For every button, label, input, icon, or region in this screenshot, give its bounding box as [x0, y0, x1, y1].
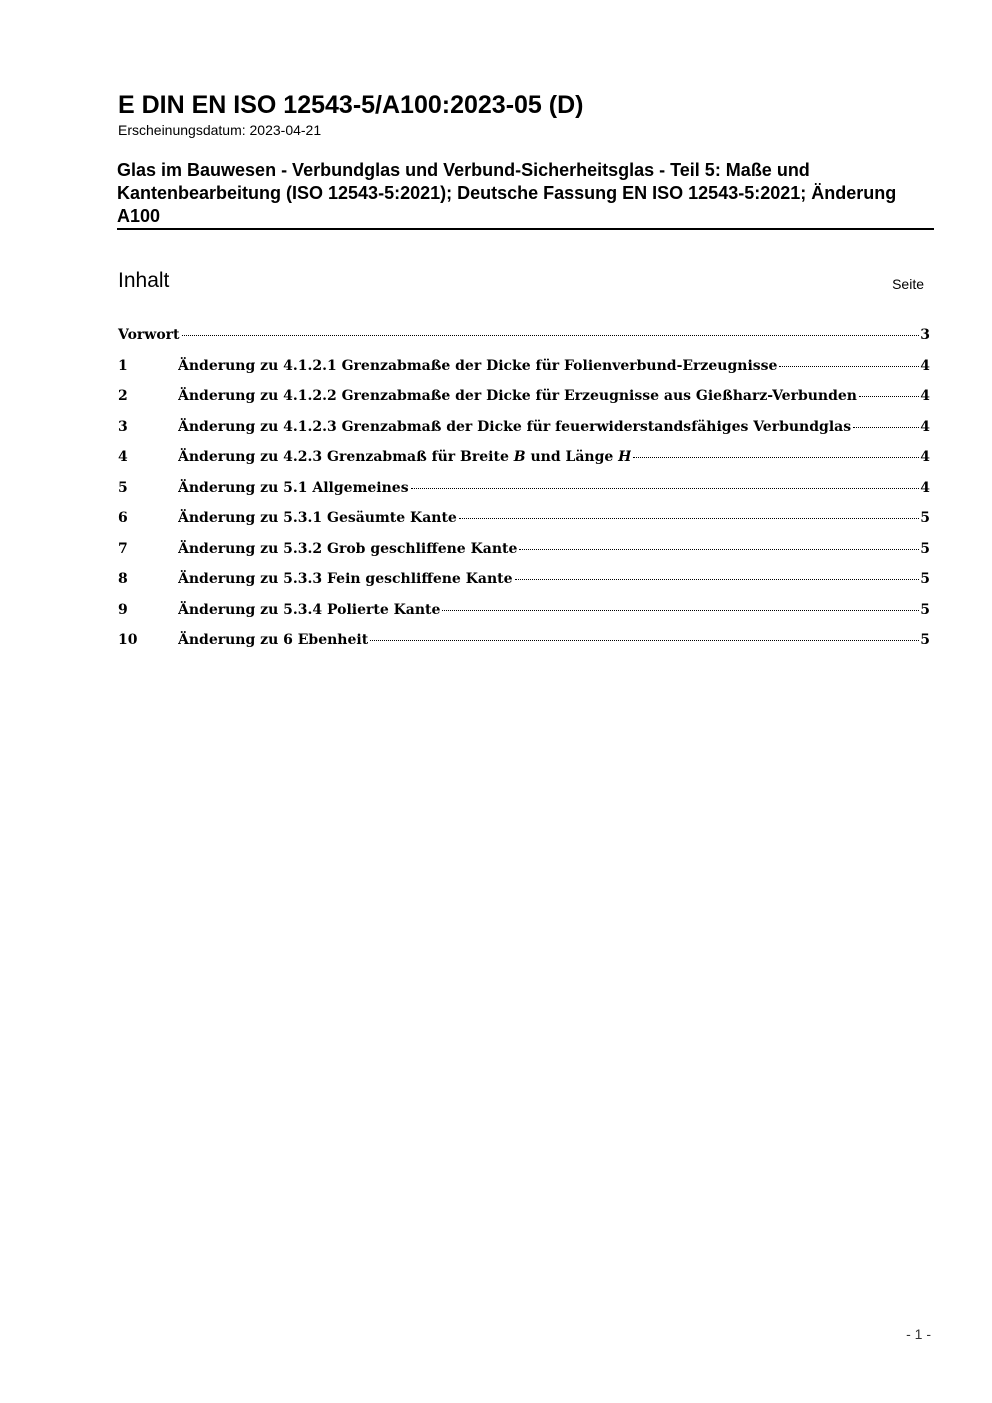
- toc-page-column-label: Seite: [892, 276, 924, 292]
- toc-leader-dots: [182, 335, 920, 336]
- toc-entry-text: Änderung zu 5.3.4 Polierte Kante: [178, 601, 441, 618]
- toc-entry-text: Änderung zu 5.3.1 Gesäumte Kante: [178, 510, 457, 526]
- toc-entry-page: 5: [920, 510, 930, 526]
- toc-entry-number: 7: [118, 540, 128, 557]
- toc-entry-text-part: Änderung zu 4.2.3 Grenzabmaß für Breite: [178, 449, 514, 465]
- toc-entry-page: 4: [920, 388, 930, 404]
- title-divider: [117, 228, 934, 230]
- publication-date: Erscheinungsdatum: 2023-04-21: [118, 122, 322, 138]
- symbol-hoehe: H: [618, 449, 632, 465]
- document-title: Glas im Bauwesen - Verbundglas und Verbund-Sicherheitsglas - Teil 5: Maße und Kantenbearbeitung (ISO 12543-5:2021); Deutsche Fassung EN ISO 12543-5:2021; Änderung A100: [117, 160, 897, 226]
- toc-entry-page: 5: [920, 601, 930, 618]
- toc-heading: Inhalt: [118, 269, 170, 292]
- toc-entry-3[interactable]: [118, 418, 930, 449]
- document-id: E DIN EN ISO 12543-5/A100:2023-05 (D): [118, 91, 584, 119]
- toc-entry-text: Änderung zu 5.3.2 Grob geschliffene Kante: [178, 540, 518, 557]
- toc-entry-text: Änderung zu 4.1.2.1 Grenzabmaße der Dicke für Folienverbund-Erzeugnisse: [178, 357, 778, 374]
- toc-leader-dots: [459, 518, 919, 519]
- toc-entry-text: Änderung zu 5.3.3 Fein geschliffene Kante: [178, 571, 513, 587]
- toc-entry-text: Änderung zu 6 Ebenheit: [178, 632, 369, 648]
- toc-entry-page: 5: [920, 540, 930, 557]
- toc-entry-number: 3: [118, 418, 128, 435]
- toc-entry-page: 4: [920, 479, 930, 496]
- toc-leader-dots: [370, 640, 919, 641]
- toc-entry-2[interactable]: [118, 387, 930, 418]
- toc-leader-dots: [519, 549, 919, 550]
- toc-entry-text: [178, 448, 631, 466]
- table-of-contents: [118, 326, 930, 662]
- toc-entry-number: 6: [118, 510, 128, 526]
- toc-entry-number: 4: [118, 449, 128, 465]
- toc-leader-dots: [442, 610, 919, 611]
- toc-entry-page: 5: [920, 571, 930, 587]
- toc-leader-dots: [515, 579, 920, 580]
- toc-leader-dots: [633, 457, 919, 458]
- toc-leader-dots: [859, 396, 919, 397]
- toc-entry-6[interactable]: [118, 509, 930, 540]
- toc-entry-page: 3: [920, 327, 930, 343]
- toc-entry-4[interactable]: [118, 448, 930, 479]
- toc-entry-number: 1: [118, 357, 128, 374]
- toc-entry-number: 2: [118, 388, 128, 404]
- toc-entry-text: Änderung zu 5.1 Allgemeines: [178, 479, 409, 496]
- toc-entry-7[interactable]: [118, 540, 930, 571]
- toc-entry-page: 5: [920, 632, 930, 648]
- toc-entry-page: 4: [920, 357, 930, 374]
- toc-entry-text-part: und Länge: [525, 449, 619, 465]
- toc-entry-page: 4: [920, 418, 930, 435]
- toc-entry-8[interactable]: [118, 570, 930, 601]
- toc-entry-text: Änderung zu 4.1.2.3 Grenzabmaß der Dicke für feuerwiderstandsfähiges Verbundglas: [178, 418, 852, 435]
- toc-entry-10[interactable]: [118, 631, 930, 662]
- toc-leader-dots: [779, 366, 919, 367]
- page-number: - 1 -: [906, 1326, 931, 1342]
- toc-entry-number: 9: [118, 601, 128, 618]
- toc-entry-number: 5: [118, 479, 128, 496]
- toc-leader-dots: [853, 427, 919, 428]
- toc-entry-5[interactable]: [118, 479, 930, 510]
- toc-entry-number: 10: [118, 632, 138, 648]
- toc-entry-1[interactable]: [118, 357, 930, 388]
- toc-entry-text: Änderung zu 4.1.2.2 Grenzabmaße der Dicke für Erzeugnisse aus Gießharz-Verbunden: [178, 388, 857, 404]
- toc-entry-label: Vorwort: [118, 327, 180, 343]
- symbol-breite: B: [513, 449, 526, 465]
- toc-entry-page: 4: [920, 449, 930, 465]
- toc-entry-9[interactable]: [118, 601, 930, 632]
- toc-entry-number: 8: [118, 571, 128, 587]
- toc-leader-dots: [411, 488, 920, 489]
- toc-entry-vorwort[interactable]: [118, 326, 930, 357]
